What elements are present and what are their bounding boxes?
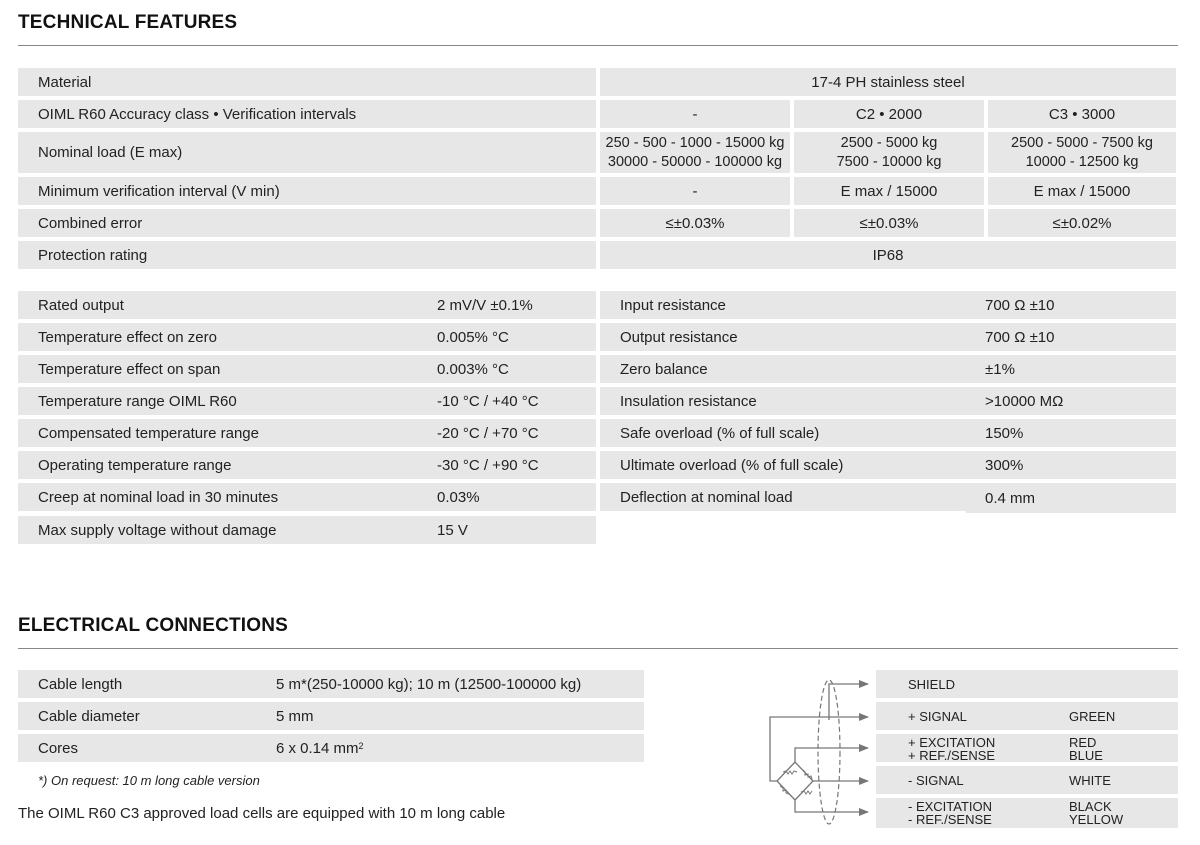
nominal-load-c3-line2: 10000 - 12500 kg: [1025, 153, 1139, 170]
spec-value-input-resistance: 700 Ω ±10: [966, 291, 1176, 319]
spec-label-temp-range-oiml: Temperature range OIML R60: [18, 387, 418, 415]
spec-label-compensated-temp: Compensated temperature range: [18, 419, 418, 447]
spec-label-rated-output: Rated output: [18, 291, 418, 319]
spec-label-temp-effect-span: Temperature effect on span: [18, 355, 418, 383]
spec-value-output-resistance: 700 Ω ±10: [966, 323, 1176, 351]
spec-value-temp-effect-zero: 0.005% °C: [418, 323, 596, 351]
nominal-load-c3-line1: 2500 - 5000 - 7500 kg: [1011, 134, 1153, 151]
spec-value-combined-error-c2: ≤±0.03%: [794, 209, 984, 237]
spec-label-operating-temp: Operating temperature range: [18, 451, 418, 479]
spec-label-input-resistance: Input resistance: [600, 291, 966, 319]
wire-row-minus-excitation: [876, 798, 1178, 828]
cable-footnote: *) On request: 10 m long cable version: [38, 773, 260, 788]
nominal-load-c2-line2: 7500 - 10000 kg: [836, 153, 942, 170]
wire-signal-minus-signal: - SIGNAL: [908, 773, 964, 788]
spec-value-temp-range-oiml: -10 °C / +40 °C: [418, 387, 596, 415]
spec-value-min-verification-c3: E max / 15000: [988, 177, 1176, 205]
wheatstone-bridge: [777, 762, 813, 800]
spec-label-material: Material: [18, 68, 596, 96]
spec-value-min-verification-c1: -: [600, 177, 790, 205]
wire-signal-plus-excitation: + EXCITATION: [908, 735, 996, 750]
wire-row-shield: [876, 670, 1178, 698]
spec-value-safe-overload: 150%: [966, 419, 1176, 447]
spec-value-creep: 0.03%: [418, 483, 596, 511]
spec-value-material: 17-4 PH stainless steel: [600, 68, 1176, 96]
wire-row-plus-signal: [876, 702, 1178, 730]
plus-excitation-wire: [795, 748, 868, 762]
spec-label-ultimate-overload: Ultimate overload (% of full scale): [600, 451, 966, 479]
spec-value-min-verification-c2: E max / 15000: [794, 177, 984, 205]
wire-row-minus-signal: [876, 766, 1178, 794]
nominal-load-c2-line1: 2500 - 5000 kg: [840, 134, 938, 151]
spec-label-output-resistance: Output resistance: [600, 323, 966, 351]
section-title-technical: TECHNICAL FEATURES: [18, 12, 238, 33]
spec-label-temp-effect-zero: Temperature effect on zero: [18, 323, 418, 351]
wire-color-red: RED: [1069, 735, 1097, 750]
spec-value-protection-rating: IP68: [600, 241, 1176, 269]
wire-color-plus-signal: GREEN: [1069, 709, 1116, 724]
spec-value-combined-error-c1: ≤±0.03%: [600, 209, 790, 237]
spec-value-temp-effect-span: 0.003% °C: [418, 355, 596, 383]
wire-color-white: WHITE: [1069, 773, 1111, 788]
spec-value-accuracy-c3: C3 • 3000: [988, 100, 1176, 128]
spec-value-rated-output: 2 mV/V ±0.1%: [418, 291, 596, 319]
spec-label-nominal-load: Nominal load (E max): [18, 132, 596, 173]
spec-value-zero-balance: ±1%: [966, 355, 1176, 383]
cores-value-text: 6 x 0.14 mm: [276, 739, 359, 757]
elec-value-cores: 6 x 0.14 mm $^2$: [258, 734, 644, 762]
spec-label-insulation-resistance: Insulation resistance: [600, 387, 966, 415]
spec-label-deflection: Deflection at nominal load: [600, 483, 966, 511]
spec-value-accuracy-c1: -: [600, 100, 790, 128]
wire-color-blue: BLUE: [1069, 748, 1103, 763]
spec-label-min-verification: Minimum verification interval (V min): [18, 177, 596, 205]
spec-value-max-supply: 15 V: [418, 516, 596, 544]
cable-info-text: The OIML R60 C3 approved load cells are equipped with 10 m long cable: [18, 805, 506, 822]
section-title-electrical: ELECTRICAL CONNECTIONS: [18, 615, 289, 636]
spec-value-operating-temp: -30 °C / +90 °C: [418, 451, 596, 479]
wire-signal-plus-ref-sense: + REF./SENSE: [908, 748, 996, 763]
wire-color-yellow: YELLOW: [1069, 812, 1124, 827]
minus-excitation-wire: [795, 800, 868, 812]
spec-label-max-supply: Max supply voltage without damage: [18, 516, 418, 544]
spec-value-compensated-temp: -20 °C / +70 °C: [418, 419, 596, 447]
spec-value-insulation-resistance: >10000 MΩ: [966, 387, 1176, 415]
elec-label-cable-diameter: Cable diameter: [18, 702, 258, 730]
spec-label-combined-error: Combined error: [18, 209, 596, 237]
spec-value-ultimate-overload: 300%: [966, 451, 1176, 479]
elec-label-cores: Cores: [18, 734, 258, 762]
spec-value-accuracy-c2: C2 • 2000: [794, 100, 984, 128]
wire-color-black: BLACK: [1069, 799, 1112, 814]
spec-label-zero-balance: Zero balance: [600, 355, 966, 383]
elec-value-cable-length: 5 m*(250-10000 kg); 10 m (12500-100000 kg): [258, 670, 644, 698]
nominal-load-c1-line2: 30000 - 50000 - 100000 kg: [607, 153, 783, 170]
wire-signal-shield: SHIELD: [908, 677, 955, 692]
spec-label-protection-rating: Protection rating: [18, 241, 596, 269]
nominal-load-c1-line1: 250 - 500 - 1000 - 15000 kg: [605, 134, 785, 151]
spec-label-accuracy-class: OIML R60 Accuracy class • Verification intervals: [18, 100, 596, 128]
spec-label-safe-overload: Safe overload (% of full scale): [600, 419, 966, 447]
spec-value-combined-error-c3: ≤±0.02%: [988, 209, 1176, 237]
wire-signal-plus-signal: + SIGNAL: [908, 709, 967, 724]
wire-signal-minus-ref-sense: - REF./SENSE: [908, 812, 992, 827]
spec-value-deflection: 0.4 mm: [966, 483, 1176, 513]
wire-row-plus-excitation: [876, 734, 1178, 762]
elec-label-cable-length: Cable length: [18, 670, 258, 698]
spec-label-creep: Creep at nominal load in 30 minutes: [18, 483, 418, 511]
wire-signal-minus-excitation: - EXCITATION: [908, 799, 993, 814]
elec-value-cable-diameter: 5 mm: [258, 702, 644, 730]
